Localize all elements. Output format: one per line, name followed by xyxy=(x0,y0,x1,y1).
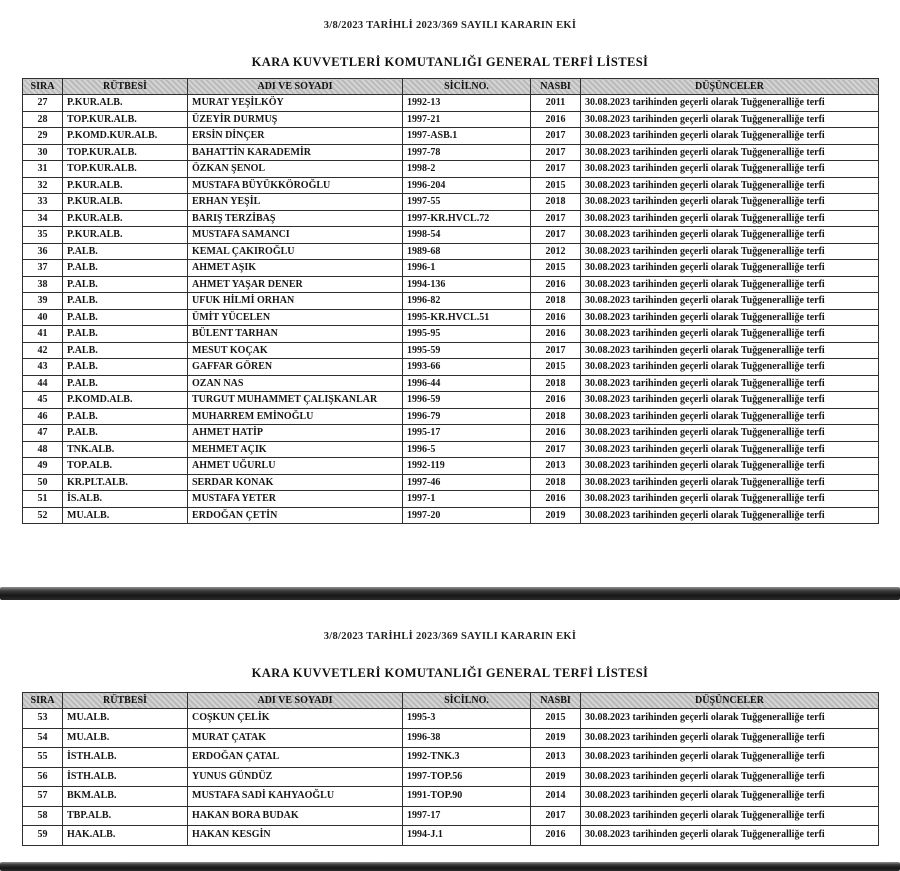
cell-dusunceler: 30.08.2023 tarihinden geçerli olarak Tuğgeneralliğe terfi xyxy=(581,826,879,846)
cell-adi-ve-soyadi: KEMAL ÇAKIROĞLU xyxy=(188,243,403,260)
cell-nasbi: 2016 xyxy=(531,392,581,409)
table-row xyxy=(23,293,879,310)
page1-decision-header: 3/8/2023 TARİHLİ 2023/369 SAYILI KARARIN EKİ xyxy=(323,20,577,31)
table-row xyxy=(23,408,879,425)
cell-dusunceler: 30.08.2023 tarihinden geçerli olarak Tuğgeneralliğe terfi xyxy=(581,748,879,768)
cell-rutbesi: P.KUR.ALB. xyxy=(63,177,188,194)
cell-sira: 32 xyxy=(23,177,63,194)
cell-adi-ve-soyadi: MUSTAFA SAMANCI xyxy=(188,227,403,244)
cell-rutbesi: P.ALB. xyxy=(63,309,188,326)
cell-adi-ve-soyadi: UFUK HİLMİ ORHAN xyxy=(188,293,403,310)
table-row xyxy=(23,507,879,524)
cell-sicil-no: 1996-59 xyxy=(403,392,531,409)
cell-sira: 28 xyxy=(23,111,63,128)
page2-decision-header: 3/8/2023 TARİHLİ 2023/369 SAYILI KARARIN EKİ xyxy=(323,631,577,642)
table-row xyxy=(23,359,879,376)
cell-nasbi: 2015 xyxy=(531,709,581,729)
cell-nasbi: 2013 xyxy=(531,748,581,768)
column-header-sira: SIRA xyxy=(23,693,63,709)
cell-sicil-no: 1994-J.1 xyxy=(403,826,531,846)
promotion-table-page1 xyxy=(22,78,879,524)
cell-rutbesi: P.ALB. xyxy=(63,243,188,260)
table-header-row xyxy=(23,79,879,95)
cell-rutbesi: İSTH.ALB. xyxy=(63,767,188,787)
cell-dusunceler: 30.08.2023 tarihinden geçerli olarak Tuğgeneralliğe terfi xyxy=(581,787,879,807)
cell-nasbi: 2015 xyxy=(531,359,581,376)
column-header-nasbi: NASBI xyxy=(531,79,581,95)
cell-sira: 40 xyxy=(23,309,63,326)
cell-rutbesi: TNK.ALB. xyxy=(63,441,188,458)
cell-nasbi: 2019 xyxy=(531,728,581,748)
cell-rutbesi: P.ALB. xyxy=(63,293,188,310)
page1-list-title: KARA KUVVETLERİ KOMUTANLIĞI GENERAL TERFİ LİSTESİ xyxy=(251,55,649,69)
cell-dusunceler: 30.08.2023 tarihinden geçerli olarak Tuğgeneralliğe terfi xyxy=(581,709,879,729)
table-row xyxy=(23,95,879,112)
cell-sira: 34 xyxy=(23,210,63,227)
column-header-sira: SIRA xyxy=(23,79,63,95)
cell-sira: 57 xyxy=(23,787,63,807)
cell-sicil-no: 1997-21 xyxy=(403,111,531,128)
cell-rutbesi: BKM.ALB. xyxy=(63,787,188,807)
cell-nasbi: 2018 xyxy=(531,375,581,392)
cell-dusunceler: 30.08.2023 tarihinden geçerli olarak Tuğgeneralliğe terfi xyxy=(581,293,879,310)
cell-dusunceler: 30.08.2023 tarihinden geçerli olarak Tuğgeneralliğe terfi xyxy=(581,728,879,748)
cell-sicil-no: 1997-TOP.56 xyxy=(403,767,531,787)
cell-sicil-no: 1997-17 xyxy=(403,806,531,826)
column-header-dusunceler: DÜŞÜNCELER xyxy=(581,79,879,95)
cell-adi-ve-soyadi: HAKAN KESGİN xyxy=(188,826,403,846)
cell-sicil-no: 1996-204 xyxy=(403,177,531,194)
cell-adi-ve-soyadi: MUHARREM EMİNOĞLU xyxy=(188,408,403,425)
cell-sicil-no: 1995-95 xyxy=(403,326,531,343)
cell-adi-ve-soyadi: MURAT YEŞİLKÖY xyxy=(188,95,403,112)
cell-rutbesi: MU.ALB. xyxy=(63,728,188,748)
cell-rutbesi: KR.PLT.ALB. xyxy=(63,474,188,491)
table-row xyxy=(23,425,879,442)
table-row xyxy=(23,491,879,508)
cell-sira: 48 xyxy=(23,441,63,458)
cell-sira: 38 xyxy=(23,276,63,293)
cell-dusunceler: 30.08.2023 tarihinden geçerli olarak Tuğgeneralliğe terfi xyxy=(581,392,879,409)
cell-adi-ve-soyadi: MUSTAFA BÜYÜKKÖROĞLU xyxy=(188,177,403,194)
cell-sicil-no: 1997-ASB.1 xyxy=(403,128,531,145)
cell-rutbesi: TOP.KUR.ALB. xyxy=(63,111,188,128)
cell-dusunceler: 30.08.2023 tarihinden geçerli olarak Tuğgeneralliğe terfi xyxy=(581,260,879,277)
cell-sira: 35 xyxy=(23,227,63,244)
table-row xyxy=(23,177,879,194)
cell-rutbesi: HAK.ALB. xyxy=(63,826,188,846)
column-header-sicil-no: SİCİLNO. xyxy=(403,693,531,709)
cell-adi-ve-soyadi: ÜZEYİR DURMUŞ xyxy=(188,111,403,128)
cell-nasbi: 2015 xyxy=(531,260,581,277)
cell-adi-ve-soyadi: ERHAN YEŞİL xyxy=(188,194,403,211)
cell-nasbi: 2011 xyxy=(531,95,581,112)
cell-nasbi: 2017 xyxy=(531,161,581,178)
cell-adi-ve-soyadi: SERDAR KONAK xyxy=(188,474,403,491)
cell-adi-ve-soyadi: AHMET HATİP xyxy=(188,425,403,442)
cell-rutbesi: P.ALB. xyxy=(63,359,188,376)
cell-dusunceler: 30.08.2023 tarihinden geçerli olarak Tuğgeneralliğe terfi xyxy=(581,359,879,376)
cell-adi-ve-soyadi: MUSTAFA SADİ KAHYAOĞLU xyxy=(188,787,403,807)
cell-sira: 39 xyxy=(23,293,63,310)
cell-sira: 44 xyxy=(23,375,63,392)
cell-nasbi: 2018 xyxy=(531,293,581,310)
cell-nasbi: 2018 xyxy=(531,408,581,425)
table-row xyxy=(23,342,879,359)
cell-sicil-no: 1992-TNK.3 xyxy=(403,748,531,768)
cell-dusunceler: 30.08.2023 tarihinden geçerli olarak Tuğgeneralliğe terfi xyxy=(581,342,879,359)
cell-nasbi: 2012 xyxy=(531,243,581,260)
cell-sicil-no: 1989-68 xyxy=(403,243,531,260)
table-row xyxy=(23,260,879,277)
cell-nasbi: 2015 xyxy=(531,177,581,194)
cell-dusunceler: 30.08.2023 tarihinden geçerli olarak Tuğgeneralliğe terfi xyxy=(581,194,879,211)
cell-adi-ve-soyadi: BÜLENT TARHAN xyxy=(188,326,403,343)
cell-sicil-no: 1994-136 xyxy=(403,276,531,293)
cell-nasbi: 2017 xyxy=(531,227,581,244)
cell-adi-ve-soyadi: ERDOĞAN ÇETİN xyxy=(188,507,403,524)
cell-sicil-no: 1998-2 xyxy=(403,161,531,178)
cell-rutbesi: TOP.KUR.ALB. xyxy=(63,161,188,178)
cell-rutbesi: P.KUR.ALB. xyxy=(63,194,188,211)
cell-adi-ve-soyadi: MURAT ÇATAK xyxy=(188,728,403,748)
cell-sira: 49 xyxy=(23,458,63,475)
column-header-dusunceler: DÜŞÜNCELER xyxy=(581,693,879,709)
table-row xyxy=(23,194,879,211)
table-row xyxy=(23,161,879,178)
cell-nasbi: 2018 xyxy=(531,194,581,211)
cell-rutbesi: TOP.ALB. xyxy=(63,458,188,475)
table-row xyxy=(23,276,879,293)
cell-sicil-no: 1996-44 xyxy=(403,375,531,392)
cell-sicil-no: 1996-79 xyxy=(403,408,531,425)
table-row xyxy=(23,243,879,260)
cell-sira: 58 xyxy=(23,806,63,826)
cell-sicil-no: 1997-1 xyxy=(403,491,531,508)
table-row xyxy=(23,392,879,409)
cell-adi-ve-soyadi: ERSİN DİNÇER xyxy=(188,128,403,145)
cell-sira: 56 xyxy=(23,767,63,787)
cell-sira: 30 xyxy=(23,144,63,161)
cell-dusunceler: 30.08.2023 tarihinden geçerli olarak Tuğgeneralliğe terfi xyxy=(581,425,879,442)
cell-sicil-no: 1997-46 xyxy=(403,474,531,491)
cell-rutbesi: P.ALB. xyxy=(63,375,188,392)
cell-nasbi: 2017 xyxy=(531,210,581,227)
table-row xyxy=(23,210,879,227)
cell-nasbi: 2016 xyxy=(531,491,581,508)
cell-rutbesi: İSTH.ALB. xyxy=(63,748,188,768)
table-row xyxy=(23,326,879,343)
cell-dusunceler: 30.08.2023 tarihinden geçerli olarak Tuğgeneralliğe terfi xyxy=(581,128,879,145)
cell-sira: 53 xyxy=(23,709,63,729)
cell-sicil-no: 1996-5 xyxy=(403,441,531,458)
cell-sira: 55 xyxy=(23,748,63,768)
cell-nasbi: 2016 xyxy=(531,111,581,128)
cell-rutbesi: TOP.KUR.ALB. xyxy=(63,144,188,161)
cell-sicil-no: 1996-38 xyxy=(403,728,531,748)
cell-nasbi: 2017 xyxy=(531,128,581,145)
cell-adi-ve-soyadi: OZAN NAS xyxy=(188,375,403,392)
cell-nasbi: 2013 xyxy=(531,458,581,475)
cell-adi-ve-soyadi: COŞKUN ÇELİK xyxy=(188,709,403,729)
table-row xyxy=(23,728,879,748)
column-header-adi-ve-soyadi: ADI VE SOYADI xyxy=(188,79,403,95)
cell-sira: 37 xyxy=(23,260,63,277)
table-row xyxy=(23,144,879,161)
cell-rutbesi: P.ALB. xyxy=(63,425,188,442)
cell-nasbi: 2016 xyxy=(531,309,581,326)
cell-sira: 50 xyxy=(23,474,63,491)
table-row xyxy=(23,787,879,807)
cell-adi-ve-soyadi: AHMET YAŞAR DENER xyxy=(188,276,403,293)
cell-dusunceler: 30.08.2023 tarihinden geçerli olarak Tuğgeneralliğe terfi xyxy=(581,375,879,392)
cell-dusunceler: 30.08.2023 tarihinden geçerli olarak Tuğgeneralliğe terfi xyxy=(581,95,879,112)
cell-sicil-no: 1997-78 xyxy=(403,144,531,161)
cell-rutbesi: P.ALB. xyxy=(63,342,188,359)
cell-adi-ve-soyadi: BARIŞ TERZİBAŞ xyxy=(188,210,403,227)
cell-rutbesi: İS.ALB. xyxy=(63,491,188,508)
cell-nasbi: 2016 xyxy=(531,276,581,293)
table-row xyxy=(23,806,879,826)
cell-adi-ve-soyadi: ÜMİT YÜCELEN xyxy=(188,309,403,326)
cell-nasbi: 2016 xyxy=(531,425,581,442)
cell-sicil-no: 1998-54 xyxy=(403,227,531,244)
cell-dusunceler: 30.08.2023 tarihinden geçerli olarak Tuğgeneralliğe terfi xyxy=(581,144,879,161)
table-row xyxy=(23,826,879,846)
cell-nasbi: 2016 xyxy=(531,826,581,846)
cell-adi-ve-soyadi: ERDOĞAN ÇATAL xyxy=(188,748,403,768)
table-row xyxy=(23,309,879,326)
cell-sira: 27 xyxy=(23,95,63,112)
cell-dusunceler: 30.08.2023 tarihinden geçerli olarak Tuğgeneralliğe terfi xyxy=(581,177,879,194)
cell-rutbesi: P.KUR.ALB. xyxy=(63,227,188,244)
table-row xyxy=(23,128,879,145)
cell-sira: 59 xyxy=(23,826,63,846)
cell-adi-ve-soyadi: AHMET UĞURLU xyxy=(188,458,403,475)
cell-sira: 36 xyxy=(23,243,63,260)
cell-dusunceler: 30.08.2023 tarihinden geçerli olarak Tuğgeneralliğe terfi xyxy=(581,227,879,244)
cell-dusunceler: 30.08.2023 tarihinden geçerli olarak Tuğgeneralliğe terfi xyxy=(581,474,879,491)
cell-sira: 46 xyxy=(23,408,63,425)
cell-dusunceler: 30.08.2023 tarihinden geçerli olarak Tuğgeneralliğe terfi xyxy=(581,210,879,227)
cell-nasbi: 2017 xyxy=(531,342,581,359)
cell-dusunceler: 30.08.2023 tarihinden geçerli olarak Tuğgeneralliğe terfi xyxy=(581,491,879,508)
cell-nasbi: 2018 xyxy=(531,474,581,491)
cell-rutbesi: MU.ALB. xyxy=(63,709,188,729)
cell-adi-ve-soyadi: MESUT KOÇAK xyxy=(188,342,403,359)
cell-sicil-no: 1996-1 xyxy=(403,260,531,277)
cell-adi-ve-soyadi: BAHATTİN KARADEMİR xyxy=(188,144,403,161)
cell-sicil-no: 1997-KR.HVCL.72 xyxy=(403,210,531,227)
cell-nasbi: 2017 xyxy=(531,806,581,826)
cell-rutbesi: P.KUR.ALB. xyxy=(63,95,188,112)
cell-nasbi: 2019 xyxy=(531,507,581,524)
column-header-nasbi: NASBI xyxy=(531,693,581,709)
cell-sira: 33 xyxy=(23,194,63,211)
cell-rutbesi: P.ALB. xyxy=(63,326,188,343)
table-header-row xyxy=(23,693,879,709)
table-row xyxy=(23,227,879,244)
cell-adi-ve-soyadi: HAKAN BORA BUDAK xyxy=(188,806,403,826)
page-separator-band xyxy=(0,587,900,600)
cell-sira: 42 xyxy=(23,342,63,359)
cell-adi-ve-soyadi: MEHMET AÇIK xyxy=(188,441,403,458)
cell-sicil-no: 1995-59 xyxy=(403,342,531,359)
cell-rutbesi: P.ALB. xyxy=(63,408,188,425)
column-header-rutbesi: RÜTBESİ xyxy=(63,693,188,709)
column-header-sicil-no: SİCİLNO. xyxy=(403,79,531,95)
cell-sira: 41 xyxy=(23,326,63,343)
cell-dusunceler: 30.08.2023 tarihinden geçerli olarak Tuğgeneralliğe terfi xyxy=(581,806,879,826)
bottom-edge-band xyxy=(0,862,900,871)
cell-dusunceler: 30.08.2023 tarihinden geçerli olarak Tuğgeneralliğe terfi xyxy=(581,507,879,524)
table-row xyxy=(23,441,879,458)
cell-sira: 43 xyxy=(23,359,63,376)
cell-sicil-no: 1997-20 xyxy=(403,507,531,524)
table-row xyxy=(23,375,879,392)
cell-nasbi: 2016 xyxy=(531,326,581,343)
cell-nasbi: 2017 xyxy=(531,144,581,161)
page2-list-title: KARA KUVVETLERİ KOMUTANLIĞI GENERAL TERFİ LİSTESİ xyxy=(251,666,649,680)
cell-adi-ve-soyadi: TURGUT MUHAMMET ÇALIŞKANLAR xyxy=(188,392,403,409)
cell-sira: 29 xyxy=(23,128,63,145)
promotion-table-page2 xyxy=(22,692,879,846)
cell-dusunceler: 30.08.2023 tarihinden geçerli olarak Tuğgeneralliğe terfi xyxy=(581,161,879,178)
cell-sira: 51 xyxy=(23,491,63,508)
cell-sicil-no: 1997-55 xyxy=(403,194,531,211)
cell-dusunceler: 30.08.2023 tarihinden geçerli olarak Tuğgeneralliğe terfi xyxy=(581,767,879,787)
cell-rutbesi: TBP.ALB. xyxy=(63,806,188,826)
cell-rutbesi: P.ALB. xyxy=(63,260,188,277)
cell-rutbesi: P.KOMD.ALB. xyxy=(63,392,188,409)
cell-sicil-no: 1992-119 xyxy=(403,458,531,475)
cell-sicil-no: 1995-3 xyxy=(403,709,531,729)
cell-sira: 31 xyxy=(23,161,63,178)
cell-dusunceler: 30.08.2023 tarihinden geçerli olarak Tuğgeneralliğe terfi xyxy=(581,309,879,326)
table-row xyxy=(23,709,879,729)
cell-dusunceler: 30.08.2023 tarihinden geçerli olarak Tuğgeneralliğe terfi xyxy=(581,243,879,260)
cell-sicil-no: 1995-KR.HVCL.51 xyxy=(403,309,531,326)
cell-nasbi: 2017 xyxy=(531,441,581,458)
cell-sicil-no: 1992-13 xyxy=(403,95,531,112)
cell-adi-ve-soyadi: AHMET AŞIK xyxy=(188,260,403,277)
cell-adi-ve-soyadi: YUNUS GÜNDÜZ xyxy=(188,767,403,787)
cell-adi-ve-soyadi: MUSTAFA YETER xyxy=(188,491,403,508)
column-header-rutbesi: RÜTBESİ xyxy=(63,79,188,95)
cell-sicil-no: 1995-17 xyxy=(403,425,531,442)
table-row xyxy=(23,111,879,128)
cell-rutbesi: MU.ALB. xyxy=(63,507,188,524)
cell-dusunceler: 30.08.2023 tarihinden geçerli olarak Tuğgeneralliğe terfi xyxy=(581,458,879,475)
cell-adi-ve-soyadi: ÖZKAN ŞENOL xyxy=(188,161,403,178)
cell-sira: 47 xyxy=(23,425,63,442)
cell-sicil-no: 1993-66 xyxy=(403,359,531,376)
column-header-adi-ve-soyadi: ADI VE SOYADI xyxy=(188,693,403,709)
cell-sira: 45 xyxy=(23,392,63,409)
cell-rutbesi: P.ALB. xyxy=(63,276,188,293)
cell-dusunceler: 30.08.2023 tarihinden geçerli olarak Tuğgeneralliğe terfi xyxy=(581,276,879,293)
table-row xyxy=(23,748,879,768)
cell-nasbi: 2014 xyxy=(531,787,581,807)
table-row xyxy=(23,474,879,491)
cell-adi-ve-soyadi: GAFFAR GÖREN xyxy=(188,359,403,376)
cell-sira: 54 xyxy=(23,728,63,748)
table-row xyxy=(23,458,879,475)
cell-dusunceler: 30.08.2023 tarihinden geçerli olarak Tuğgeneralliğe terfi xyxy=(581,408,879,425)
cell-dusunceler: 30.08.2023 tarihinden geçerli olarak Tuğgeneralliğe terfi xyxy=(581,111,879,128)
cell-dusunceler: 30.08.2023 tarihinden geçerli olarak Tuğgeneralliğe terfi xyxy=(581,326,879,343)
cell-nasbi: 2019 xyxy=(531,767,581,787)
cell-rutbesi: P.KOMD.KUR.ALB. xyxy=(63,128,188,145)
cell-dusunceler: 30.08.2023 tarihinden geçerli olarak Tuğgeneralliğe terfi xyxy=(581,441,879,458)
cell-sira: 52 xyxy=(23,507,63,524)
table-row xyxy=(23,767,879,787)
cell-sicil-no: 1996-82 xyxy=(403,293,531,310)
cell-sicil-no: 1991-TOP.90 xyxy=(403,787,531,807)
cell-rutbesi: P.KUR.ALB. xyxy=(63,210,188,227)
